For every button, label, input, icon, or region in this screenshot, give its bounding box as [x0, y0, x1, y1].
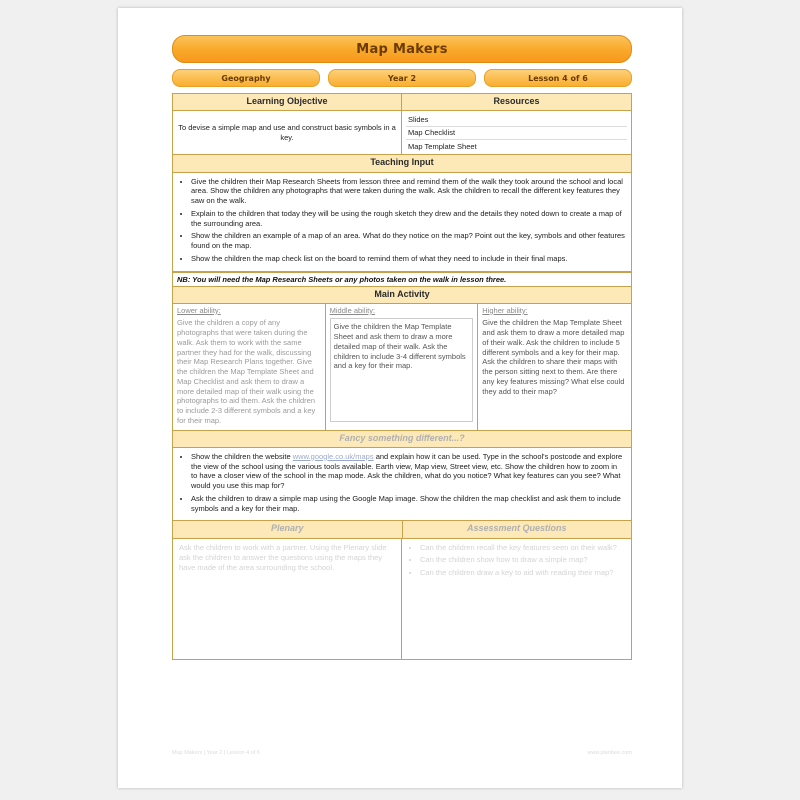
lesson-pill: Lesson 4 of 6: [484, 69, 632, 87]
footer-right: www.planbee.com: [587, 750, 632, 756]
higher-ability-text: Give the children the Map Template Sheet and ask them to draw a more detailed map of their walk. Ask the children to include 5 different symbols and a key for their map. Ask the children to share their maps with the person sitting next to them. Are there any key features missing? What else could they add to their map?: [482, 318, 625, 396]
table-row: [173, 521, 631, 538]
page-title: Map Makers: [356, 41, 448, 57]
document-page: [118, 8, 682, 788]
list-item: Map Checklist: [406, 127, 627, 140]
lesson-plan-sheet: [172, 35, 632, 725]
list-item: • Can the children show how to draw a simple map?: [420, 555, 625, 565]
table-row: [173, 304, 631, 431]
table-row: [173, 287, 631, 304]
lower-ability-label: Lower ability:: [177, 305, 221, 315]
teaching-input-body: [173, 173, 631, 271]
fancy-bullets: [179, 452, 625, 514]
main-activity-lower: [173, 304, 326, 430]
middle-ability-text: Give the children the Map Template Sheet and ask them to draw a more detailed map of their walk. Ask the children to include 3-4 different symbols and a key for their map.: [330, 318, 474, 422]
subject-pill: Geography: [172, 69, 320, 87]
list-item: Map Template Sheet: [408, 141, 477, 151]
fancy-bullet-1-after: and explain how it can be used. Type in the school's postcode and explore the view of the school using the various tools available. Earth view, Map view, Street view, etc. Show the children how to zoom in to have a closer view of the school in the map mode. Ask the children, what do you notice? What key features can you see? What would you use this map for?: [191, 451, 623, 490]
resources-heading: Resources: [402, 94, 631, 110]
list-item: • Can the children recall the key features seen on their walk?: [420, 543, 625, 553]
assessment-questions: [402, 539, 631, 659]
higher-ability-label: Higher ability:: [482, 305, 528, 315]
teaching-input-heading: Teaching Input: [173, 155, 631, 171]
main-activity-higher: [478, 304, 631, 430]
list-item: • Show the children the map check list on the board to remind them of what they need to include in their final maps.: [191, 254, 625, 264]
plenary-heading: Plenary: [173, 521, 403, 537]
plenary-assessment-headings: [173, 521, 631, 537]
main-activity-body: [173, 304, 631, 430]
list-item: [191, 452, 625, 491]
list-item: • Show the children an example of a map of an area. What do they notice on the map? Point out the key, symbols and other features found on the map.: [191, 231, 625, 251]
document-title-banner: [172, 35, 632, 63]
plenary-text: Ask the children to work with a partner. Using the Plenary slide ask the children to answer the questions using the maps they have made of the area surrounding the school.: [173, 539, 402, 659]
assessment-heading: Assessment Questions: [403, 521, 632, 537]
learning-objective-heading: Learning Objective: [173, 94, 402, 110]
table-row: [173, 173, 631, 272]
table-row: [173, 111, 631, 155]
assessment-bullets: [408, 543, 625, 578]
main-activity-middle: [326, 304, 479, 430]
list-item: • Can the children draw a key to aid with reading their map?: [420, 568, 625, 578]
middle-ability-label: Middle ability:: [329, 305, 376, 315]
lesson-plan-table: [172, 93, 632, 660]
list-item: • Give the children their Map Research Sheets from lesson three and remind them of the walk they took around the school and local area. Show the children any photographs that were taken during the walk. Ask the children to recall the different key features they saw on the walk.: [191, 177, 625, 206]
footer-left: Map Makers | Year 2 | Lesson 4 of 6: [172, 750, 260, 756]
main-activity-heading: Main Activity: [173, 287, 631, 303]
learning-objective-text: To devise a simple map and use and construct basic symbols in a key.: [173, 111, 402, 154]
table-row: [173, 94, 631, 111]
plenary-assessment-body: [173, 539, 631, 659]
year-pill: Year 2: [328, 69, 476, 87]
resources-list: [402, 111, 631, 154]
list-item: • Explain to the children that today they will be using the rough sketch they drew and the details they noted down to create a map of the surrounding area.: [191, 209, 625, 229]
table-row: [173, 448, 631, 522]
fancy-body: [173, 448, 631, 521]
fancy-heading: Fancy something different...?: [173, 431, 631, 447]
table-row: [173, 431, 631, 448]
table-row: [173, 539, 631, 659]
page-footer: [172, 750, 632, 756]
table-row: [173, 155, 631, 172]
google-maps-link[interactable]: www.google.co.uk/maps: [292, 451, 374, 461]
teaching-input-bullets: [179, 177, 625, 264]
lower-ability-text: Give the children a copy of any photographs that were taken during the walk. Ask them to work with the same partner they had for the walk, discussing their Map Research Plans together. Give the children the Map Template Sheet and Map Checklist and ask them to draw a more detailed map of their walk using the photographs to aid them. Ask the children to include 2-3 different symbols and a key for their map.: [177, 318, 316, 425]
list-item: Slides: [406, 113, 627, 126]
teaching-input-note: NB: You will need the Map Research Sheets or any photos taken on the walk in lesson three.: [173, 272, 631, 286]
fancy-bullet-1-before: Show the children the website: [191, 451, 293, 461]
list-item: • Ask the children to draw a simple map using the Google Map image. Show the children the map checklist and ask them to include symbols and a key for their map.: [191, 494, 625, 514]
meta-pill-row: [172, 69, 632, 87]
table-row: [173, 272, 631, 287]
